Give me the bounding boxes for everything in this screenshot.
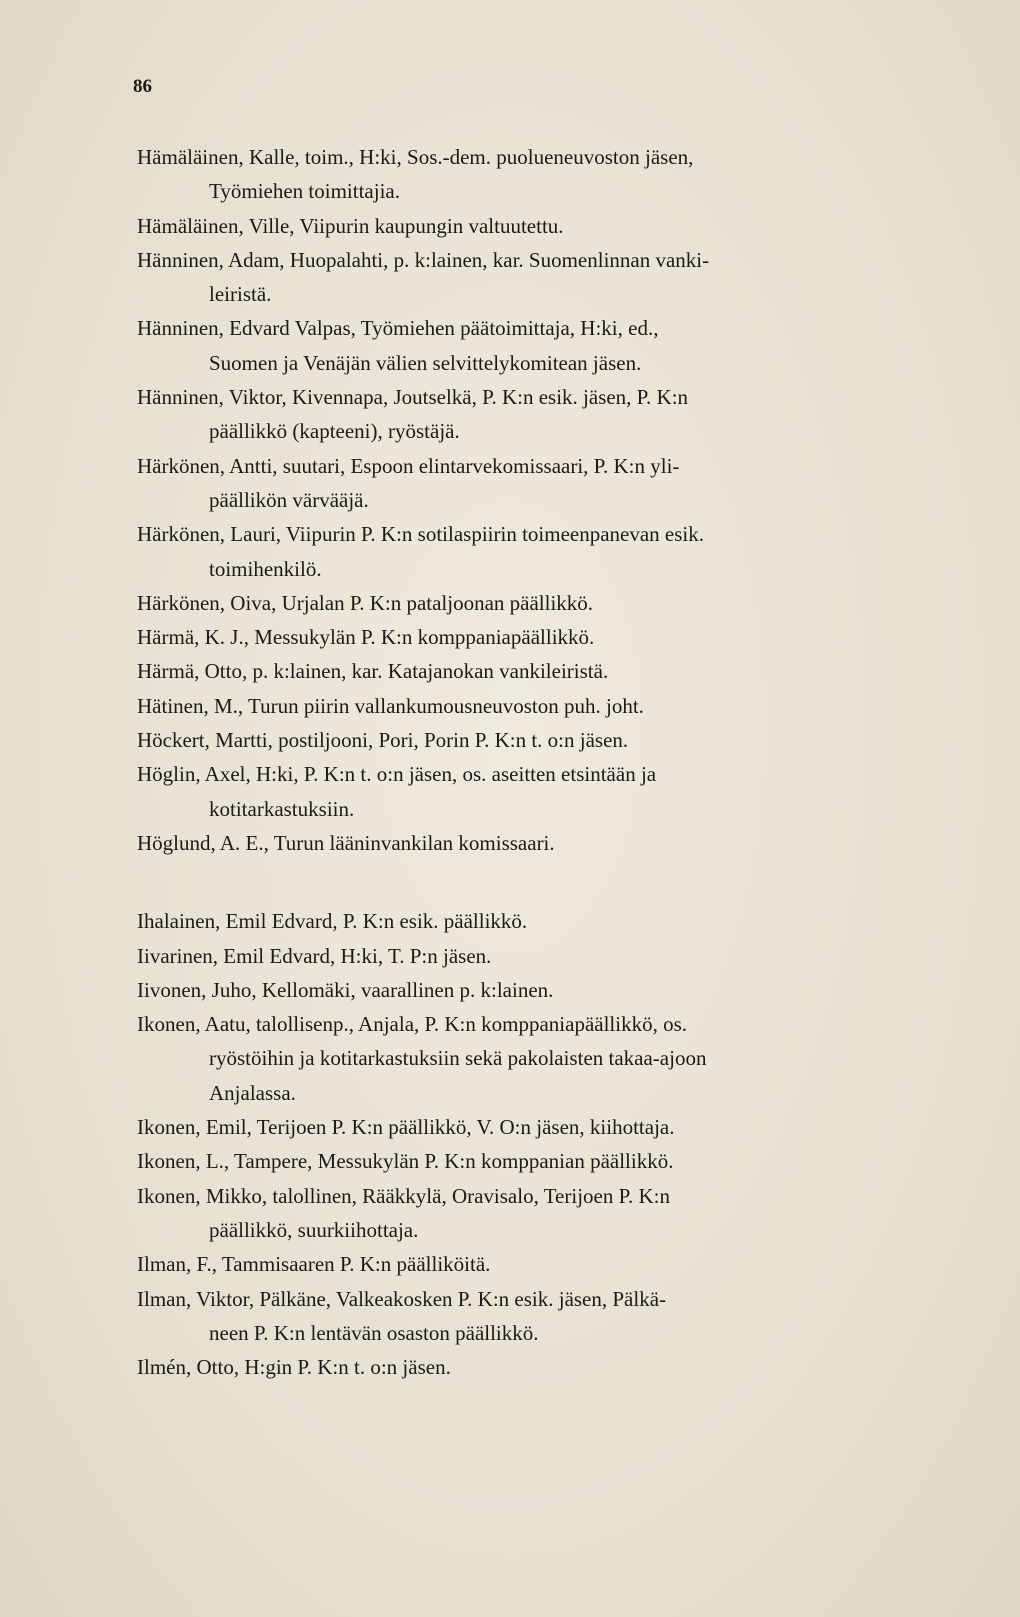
register-entry <box>137 1350 927 1384</box>
entry-line: Hänninen, Adam, Huopalahti, p. k:lainen, kar. Suomenlinnan vanki- <box>137 247 710 272</box>
register-entry <box>137 140 927 209</box>
register-entry <box>137 1007 927 1110</box>
register-entry <box>137 939 927 973</box>
entry-line: Härkönen, Antti, suutari, Espoon elintarvekomissaari, P. K:n yli- <box>137 453 680 478</box>
entry-continuation-line: ryöstöihin ja kotitarkastuksiin sekä pakolaisten takaa-ajoon <box>209 1046 707 1071</box>
register-entry <box>137 620 927 654</box>
entry-line: Ikonen, L., Tampere, Messukylän P. K:n komppanian päällikkö. <box>137 1149 674 1174</box>
entry-continuation-line: Suomen ja Venäjän välien selvittelykomitean jäsen. <box>209 350 642 375</box>
register-entry <box>137 380 927 449</box>
register-entry <box>137 517 927 586</box>
entry-continuation-line: kotitarkastuksiin. <box>209 796 355 821</box>
entry-line: Höglin, Axel, H:ki, P. K:n t. o:n jäsen, os. aseitten etsintään ja <box>137 762 657 787</box>
entry-continuation-line: Työmiehen toimittajia. <box>209 179 400 204</box>
entry-continuation-line: neen P. K:n lentävän osaston päällikkö. <box>209 1320 539 1345</box>
entry-line: Hänninen, Viktor, Kivennapa, Joutselkä, P. K:n esik. jäsen, P. K:n <box>137 385 689 410</box>
page-number: 86 <box>133 76 152 97</box>
entry-line: Höglund, A. E., Turun lääninvankilan komissaari. <box>137 830 555 855</box>
register-entry <box>137 757 927 826</box>
register-entry <box>137 826 927 860</box>
entry-line: Härkönen, Oiva, Urjalan P. K:n pataljoonan päällikkö. <box>137 590 594 615</box>
entry-continuation-line: päällikön värvääjä. <box>209 487 369 512</box>
register-entry <box>137 654 927 688</box>
entry-line: Höckert, Martti, postiljooni, Pori, Porin P. K:n t. o:n jäsen. <box>137 728 629 753</box>
register-entry <box>137 209 927 243</box>
entry-line: Härmä, Otto, p. k:lainen, kar. Katajanokan vankileiristä. <box>137 659 609 684</box>
entry-line: Härkönen, Lauri, Viipurin P. K:n sotilaspiirin toimeenpanevan esik. <box>137 522 704 547</box>
entry-line: Ikonen, Mikko, talollinen, Rääkkylä, Oravisalo, Terijoen P. K:n <box>137 1183 670 1208</box>
entry-continuation-line: päällikkö (kapteeni), ryöstäjä. <box>209 419 460 444</box>
register-entry <box>137 1179 927 1248</box>
entry-line: Hänninen, Edvard Valpas, Työmiehen päätoimittaja, H:ki, ed., <box>137 316 659 341</box>
register-entry <box>137 586 927 620</box>
entry-line: Hätinen, M., Turun piirin vallankumousneuvoston puh. joht. <box>137 693 644 718</box>
register-entry <box>137 311 927 380</box>
section-h-entries <box>137 140 927 860</box>
entry-continuation-line: toimihenkilö. <box>209 556 322 581</box>
entry-line: Hämäläinen, Ville, Viipurin kaupungin valtuutettu. <box>137 213 564 238</box>
register-entry <box>137 1110 927 1144</box>
entry-continuation-line: Anjalassa. <box>209 1080 296 1105</box>
entry-line: Ihalainen, Emil Edvard, P. K:n esik. päällikkö. <box>137 909 528 934</box>
register-entry <box>137 973 927 1007</box>
entry-line: Ilmén, Otto, H:gin P. K:n t. o:n jäsen. <box>137 1355 451 1380</box>
register-entries <box>137 140 927 1384</box>
register-entry <box>137 1282 927 1351</box>
register-entry <box>137 1247 927 1281</box>
register-entry <box>137 243 927 312</box>
section-i-entries <box>137 904 927 1384</box>
entry-line: Iivarinen, Emil Edvard, H:ki, T. P:n jäsen. <box>137 943 492 968</box>
entry-line: Hämäläinen, Kalle, toim., H:ki, Sos.-dem. puolueneuvoston jäsen, <box>137 145 694 169</box>
entry-line: Ilman, Viktor, Pälkäne, Valkeakosken P. K:n esik. jäsen, Pälkä- <box>137 1286 667 1311</box>
register-entry <box>137 1144 927 1178</box>
entry-line: Ilman, F., Tammisaaren P. K:n päälliköitä. <box>137 1252 491 1277</box>
section-spacer <box>137 860 927 904</box>
register-entry <box>137 904 927 938</box>
register-entry <box>137 689 927 723</box>
entry-line: Härmä, K. J., Messukylän P. K:n komppaniapäällikkö. <box>137 625 595 650</box>
entry-line: Ikonen, Aatu, talollisenp., Anjala, P. K:n komppaniapäällikkö, os. <box>137 1012 688 1037</box>
entry-continuation-line: leiristä. <box>209 282 272 307</box>
entry-line: Iivonen, Juho, Kellomäki, vaarallinen p. k:lainen. <box>137 977 554 1002</box>
register-entry <box>137 723 927 757</box>
entry-continuation-line: päällikkö, suurkiihottaja. <box>209 1217 419 1242</box>
register-entry <box>137 449 927 518</box>
entry-line: Ikonen, Emil, Terijoen P. K:n päällikkö, V. O:n jäsen, kiihottaja. <box>137 1115 675 1140</box>
